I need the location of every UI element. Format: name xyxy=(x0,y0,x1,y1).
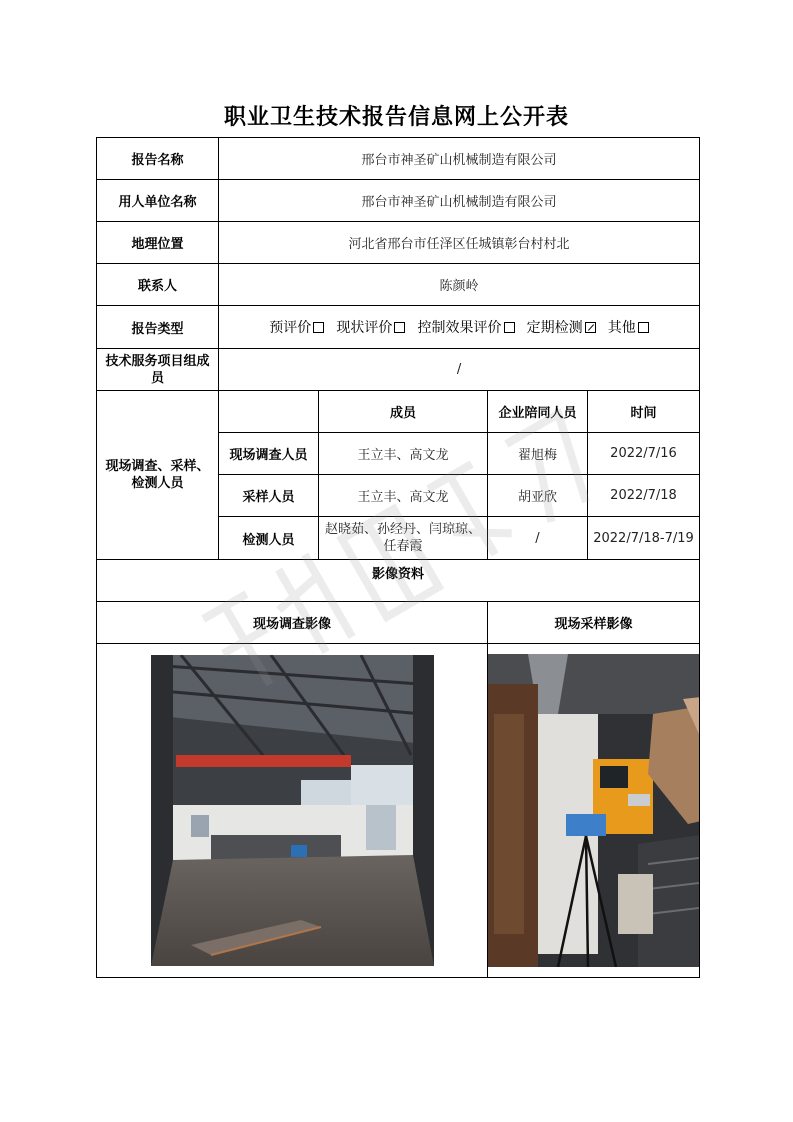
survey-header-row xyxy=(97,391,700,433)
time-survey: 2022/7/16 xyxy=(588,433,700,475)
survey-photo-cell xyxy=(97,644,488,978)
survey-header-blank xyxy=(219,391,319,433)
info-table xyxy=(96,137,700,978)
sampling-photo xyxy=(488,654,700,967)
company-survey: 翟旭梅 xyxy=(488,433,588,475)
report-name-value: 邢台市神圣矿山机械制造有限公司 xyxy=(219,138,700,180)
images-section-label: 影像资料 xyxy=(97,560,700,602)
header-company: 企业陪同人员 xyxy=(488,391,588,433)
members-survey: 王立丰、高文龙 xyxy=(319,433,488,475)
checkbox-icon[interactable] xyxy=(504,322,515,333)
location-value: 河北省邢台市任泽区任城镇彰台村村北 xyxy=(219,222,700,264)
report-type-options xyxy=(219,306,700,349)
images-section-row xyxy=(97,560,700,602)
page-title: 职业卫生技术报告信息网上公开表 xyxy=(223,104,569,130)
option-status-evaluation[interactable]: 现状评价 xyxy=(336,320,405,336)
option-pre-evaluation[interactable]: 预评价 xyxy=(269,320,324,336)
checkbox-icon[interactable] xyxy=(313,322,324,333)
sampling-image-label: 现场采样影像 xyxy=(488,602,700,644)
company-sampling: 胡亚欣 xyxy=(488,475,588,517)
team-value: / xyxy=(219,349,700,391)
role-testing: 检测人员 xyxy=(219,517,319,560)
checkbox-icon[interactable] xyxy=(638,322,649,333)
checkbox-icon[interactable] xyxy=(394,322,405,333)
survey-label: 现场调查、采样、检测人员 xyxy=(97,391,219,560)
members-testing: 赵晓茹、孙经丹、闫琼琼、任春霞 xyxy=(319,517,488,560)
time-sampling: 2022/7/18 xyxy=(588,475,700,517)
workshop-photo xyxy=(151,655,434,966)
row-report-name xyxy=(97,138,700,180)
report-name-label: 报告名称 xyxy=(97,138,219,180)
employer-label: 用人单位名称 xyxy=(97,180,219,222)
row-contact xyxy=(97,264,700,306)
role-sampling: 采样人员 xyxy=(219,475,319,517)
header-time: 时间 xyxy=(588,391,700,433)
row-location xyxy=(97,222,700,264)
row-employer xyxy=(97,180,700,222)
report-type-label: 报告类型 xyxy=(97,306,219,349)
header-members: 成员 xyxy=(319,391,488,433)
employer-value: 邢台市神圣矿山机械制造有限公司 xyxy=(219,180,700,222)
role-survey: 现场调查人员 xyxy=(219,433,319,475)
members-sampling: 王立丰、高文龙 xyxy=(319,475,488,517)
checkbox-checked-icon[interactable] xyxy=(585,322,596,333)
option-control-effect[interactable]: 控制效果评价 xyxy=(418,320,515,336)
location-label: 地理位置 xyxy=(97,222,219,264)
images-header-row xyxy=(97,602,700,644)
row-report-type xyxy=(97,306,700,349)
team-label: 技术服务项目组成员 xyxy=(97,349,219,391)
time-testing: 2022/7/18-7/19 xyxy=(588,517,700,560)
contact-value: 陈颜岭 xyxy=(219,264,700,306)
company-testing: / xyxy=(488,517,588,560)
contact-label: 联系人 xyxy=(97,264,219,306)
images-row xyxy=(97,644,700,978)
option-other[interactable]: 其他 xyxy=(608,320,649,336)
option-periodic-test[interactable]: 定期检测 xyxy=(527,320,596,336)
survey-image-label: 现场调查影像 xyxy=(97,602,488,644)
row-team xyxy=(97,349,700,391)
sampling-photo-cell xyxy=(488,644,700,978)
